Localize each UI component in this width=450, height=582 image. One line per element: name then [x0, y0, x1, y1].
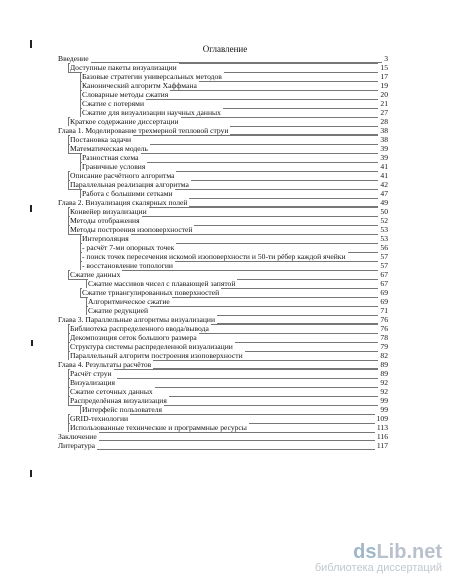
toc-entry: [58, 396, 388, 405]
toc-entry: [58, 216, 388, 225]
toc-leader-line: [58, 54, 388, 63]
toc-entry-page: 67: [380, 270, 388, 279]
toc-entry-page: 69: [380, 297, 388, 306]
toc-entry-title: Распределённая визуализация: [70, 396, 167, 405]
toc-entry-title: Базовые стратегии универсальных методов: [82, 72, 222, 81]
toc-entry-title: Краткое содержание диссертации: [70, 117, 179, 126]
toc-entry: [58, 99, 388, 108]
toc-entry-title: Математическая модель: [70, 144, 148, 153]
toc-entry: [58, 171, 388, 180]
toc-entry-page: 42: [380, 180, 388, 189]
toc-entry-title: Расчёт струи: [70, 369, 112, 378]
toc-entry: [58, 243, 388, 252]
toc-entry-title: Интерполяция: [82, 234, 129, 243]
toc-entry-title: Сжатие редукцией: [88, 306, 149, 315]
toc-entry-title: - расчёт 7-ми опорных точек: [82, 243, 175, 252]
toc-entry-page: 76: [380, 315, 388, 324]
toc-entry-title: Использованные технические и программные ресурсы: [70, 423, 247, 432]
toc-entry-title: Алгоритмическое сжатие: [88, 297, 170, 306]
toc-entry: [58, 108, 388, 117]
toc-entry-title: Сжатие массивов чисел с плавающей запятой: [88, 279, 236, 288]
toc-entry: [58, 135, 388, 144]
toc-entry: [58, 351, 388, 360]
toc-entry-title: Литература: [58, 441, 96, 450]
toc-entry-page: 82: [380, 351, 388, 360]
toc-entry-title: Визуализация: [70, 378, 115, 387]
toc-entry-title: Введение: [58, 54, 89, 63]
toc-entry-title: Конвейер визуализации: [70, 207, 147, 216]
toc-entry-title: Доступные пакеты визуализации: [70, 63, 177, 72]
toc-entry: [58, 324, 388, 333]
toc-entry: [58, 405, 388, 414]
toc-entry-title: Глава 1. Моделирование трехмерной тепловой струи: [58, 126, 229, 135]
toc-entry: [58, 342, 388, 351]
toc-entry: [58, 72, 388, 81]
toc-entry: [58, 279, 388, 288]
toc-entry-title: Глава 4. Результаты расчётов: [58, 360, 152, 369]
toc-entry-page: 117: [376, 441, 388, 450]
toc-entry: [58, 234, 388, 243]
toc-entry-page: 92: [380, 387, 388, 396]
toc-entry: [58, 153, 388, 162]
toc-entry: [58, 207, 388, 216]
toc-entry-page: 41: [380, 162, 388, 171]
toc-entry-page: 47: [380, 189, 388, 198]
toc-entry: [58, 162, 388, 171]
toc-entry-page: 15: [380, 63, 388, 72]
toc-entry: [58, 360, 388, 369]
toc-entry-page: 17: [380, 72, 388, 81]
toc-entry-page: 89: [380, 360, 388, 369]
toc-entry-page: 67: [380, 279, 388, 288]
toc-entry-title: GRID-технологии: [70, 414, 129, 423]
toc-entry-title: Сжатие для визуализации научных данных: [82, 108, 221, 117]
toc-entry-title: Канонический алгоритм Хаффмана: [82, 81, 197, 90]
toc-entry-title: Параллельный алгоритм построения изоповерхности: [70, 351, 243, 360]
toc-entry-title: - восстановление топологии: [82, 261, 173, 270]
toc-entry: [58, 432, 388, 441]
toc-entry: [58, 117, 388, 126]
toc-entry-page: 76: [380, 324, 388, 333]
toc-entry: [58, 81, 388, 90]
toc-entry-page: 69: [380, 288, 388, 297]
toc-entry: [58, 387, 388, 396]
toc-entry-page: 99: [380, 396, 388, 405]
toc-entry-title: Сжатие с потерями: [82, 99, 145, 108]
toc-entry-title: Словарные методы сжатия: [82, 90, 169, 99]
toc-entry-page: 38: [380, 126, 388, 135]
toc-entry: [58, 144, 388, 153]
toc-entry: [58, 189, 388, 198]
toc-entry-title: Постановка задачи: [70, 135, 132, 144]
toc-entry: [58, 261, 388, 270]
toc-entry: [58, 198, 388, 207]
toc-entry-title: Сжатие данных: [70, 270, 121, 279]
toc-entry-page: 79: [380, 342, 388, 351]
toc-entry-title: Описание расчётного алгоритма: [70, 171, 175, 180]
watermark-logo: dsLib.net: [353, 541, 442, 563]
toc-entry: [58, 315, 388, 324]
toc-entry-title: Разностная схема: [82, 153, 139, 162]
toc-entry: [58, 297, 388, 306]
toc-entry: [58, 333, 388, 342]
toc-entry-title: Декомпозиция сеток большого размера: [70, 333, 197, 342]
toc-entry-title: Параллельная реализация алгоритма: [70, 180, 189, 189]
watermark: [315, 542, 442, 574]
toc-entry-page: 21: [380, 99, 388, 108]
toc-entry: [58, 378, 388, 387]
toc-entry: [58, 270, 388, 279]
toc-entry-page: 49: [380, 198, 388, 207]
toc-entry: [58, 441, 388, 450]
toc-entry-page: 57: [380, 252, 388, 261]
toc-leader-line: [58, 432, 388, 441]
toc-entry-title: Заключение: [58, 432, 97, 441]
toc-entry: [58, 423, 388, 432]
toc-entry-page: 39: [380, 144, 388, 153]
toc-entry-page: 99: [380, 405, 388, 414]
toc-entry-page: 57: [380, 261, 388, 270]
toc-entry-page: 109: [376, 414, 388, 423]
toc-entry-title: Работа с большими сетками: [82, 189, 173, 198]
watermark-subtitle: библиотека диссертаций: [314, 562, 442, 574]
toc-entry: [58, 252, 388, 261]
toc-entry: [58, 288, 388, 297]
scan-margin-mark: [30, 40, 32, 48]
toc-entry: [58, 90, 388, 99]
page-title: Оглавление: [202, 44, 248, 54]
toc-entry-page: 92: [380, 378, 388, 387]
toc-entry-title: Методы отображения: [70, 216, 140, 225]
toc-entry-title: Интерфейс пользователя: [82, 405, 163, 414]
toc-entry-page: 52: [380, 216, 388, 225]
toc-entry: [58, 54, 388, 63]
toc-entry-page: 19: [380, 81, 388, 90]
toc-entry-page: 3: [384, 54, 388, 63]
scan-margin-mark: [30, 470, 32, 477]
toc-entry-page: 38: [380, 135, 388, 144]
toc-entry: [58, 180, 388, 189]
toc-entry-title: - поиск точек пересечения искомой изоповерхности и 50-ти рёбер каждой ячейки: [82, 252, 346, 261]
toc-entry-page: 27: [380, 108, 388, 117]
toc-entry-title: Методы построения изоповерхностей: [70, 225, 193, 234]
toc-entry: [58, 126, 388, 135]
scan-margin-mark: [30, 205, 32, 212]
toc-entry: [58, 306, 388, 315]
toc-entry-page: 56: [380, 243, 388, 252]
toc-entry-title: Библиотека распределенного ввода/вывода: [70, 324, 209, 333]
toc-entry-page: 41: [380, 171, 388, 180]
toc-entry-page: 20: [380, 90, 388, 99]
toc-entry-page: 53: [380, 225, 388, 234]
toc-entry-page: 39: [380, 153, 388, 162]
scan-margin-mark: [31, 340, 33, 346]
toc-entry-page: 50: [380, 207, 388, 216]
toc-entry-page: 28: [380, 117, 388, 126]
toc-entry-page: 53: [380, 234, 388, 243]
toc-entry-page: 78: [380, 333, 388, 342]
toc-entry: [58, 225, 388, 234]
toc-entry-page: 116: [376, 432, 388, 441]
toc-entry-title: Структура системы распределенной визуализации: [70, 342, 233, 351]
toc-entry-title: Сжатие сеточных данных: [70, 387, 153, 396]
toc-entry-title: Глава 2. Визуализация скалярных полей: [58, 198, 188, 207]
toc-entry-page: 113: [376, 423, 388, 432]
toc-leader-line: [58, 441, 388, 450]
toc-entry-title: Глава 3. Параллельные алгоритмы визуализации: [58, 315, 216, 324]
toc-entry-page: 89: [380, 369, 388, 378]
toc-entry-title: Сжатие триангулированных поверхностей: [82, 288, 220, 297]
toc-entry: [58, 414, 388, 423]
toc-entry: [58, 369, 388, 378]
toc-entry-title: Граничные условия: [82, 162, 146, 171]
toc-entry: [58, 63, 388, 72]
toc-entry-page: 71: [380, 306, 388, 315]
table-of-contents: [58, 54, 388, 450]
